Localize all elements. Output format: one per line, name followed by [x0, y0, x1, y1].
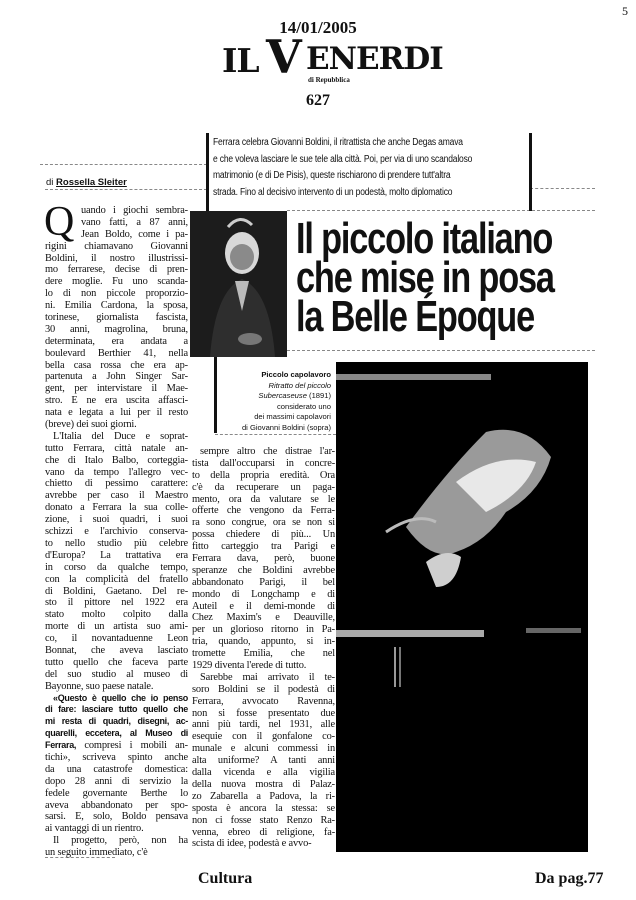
article-line: dere moglie. Fu uno scanda- [45, 276, 188, 288]
article-line: venna, ebreo di religione, fa- [192, 826, 335, 838]
article-line: con la complicità del fratello [45, 573, 188, 585]
divider [287, 210, 595, 211]
article-line: donato a Ferrara la sua colle- [45, 502, 188, 514]
deck-right-bar [529, 133, 532, 211]
article-line: Bayonne, suo paese natale. [45, 680, 154, 692]
article-line: mento, ora da valutare se le [192, 493, 335, 505]
article-line: co, il novantaduenne Leon [45, 633, 188, 645]
article-line: 1929 diventa l'erede di tutto. [192, 660, 307, 672]
article-line [45, 704, 188, 716]
drop-cap: Q [44, 199, 75, 245]
article-line: per un glorioso ritorno in Pa- [192, 624, 335, 636]
article-line: mondo di Longchamp e di [192, 588, 335, 600]
line-text: compresi i mobili an- [76, 740, 188, 752]
article-line: non ci fosse stato Renzo Ra- [192, 814, 335, 826]
article-line: chietto di pessimo carattere: [45, 478, 188, 490]
logo-v: V [266, 30, 302, 84]
article-line: d'Europa? La trattativa era [45, 549, 188, 561]
caption-line: dei massimi capolavori [254, 412, 331, 421]
caption-year: (1891) [306, 391, 331, 400]
article-line: uando i giochi sembra- [81, 205, 188, 216]
article-line: partenuta a John Singer Sar- [45, 371, 188, 383]
article-column-1 [44, 199, 188, 859]
article-line [45, 740, 188, 752]
continued-from: Da pag.77 [535, 870, 604, 887]
masthead-logo [222, 30, 443, 86]
caption-title: Piccolo capolavoro [261, 370, 331, 379]
divider [530, 188, 595, 189]
article-line: non si fosse presentato due [192, 707, 335, 719]
article-line: Ferrara, avvocato Ravenna, [192, 695, 335, 707]
headline [296, 214, 554, 341]
article-line: determinata, era andata a [45, 335, 188, 347]
caption-bar [214, 357, 217, 433]
article-line: scista di idee, podestà e avvo- [192, 838, 312, 850]
article-line: gent, per intervistare il Mae- [45, 383, 188, 395]
article-line: tichi», scriveva spinto anche [45, 751, 188, 763]
article-line: da una catastrofe domestica: [45, 763, 188, 775]
article-line: 30 anni, magrolina, bruna, [45, 323, 188, 335]
article-line: boulevard Berthier 41, nella [45, 347, 188, 359]
article-line: munale e alcuni commessi in [192, 743, 335, 755]
article-line: di Boldini, Gaetano. Del re- [45, 585, 188, 597]
article-line: esequie con il gonfalone co- [192, 731, 335, 743]
article-line: L'Italia del Duce e soprat- [53, 430, 188, 442]
article-line: sarsi. E, solo, Boldo pensava [45, 811, 188, 823]
article-line: torinese, giornalista fascista, [45, 312, 188, 324]
article-line: possa chiedere di più... Un [192, 529, 335, 541]
article-line: abbandonato Parigi, il bel [192, 576, 335, 588]
caption-line: Ritratto del piccolo [268, 380, 331, 390]
article-line [45, 716, 188, 728]
article-line: in corso da qualche tempo, [45, 561, 188, 573]
article-line: sposta è ancora la stessa: se [192, 802, 335, 814]
section-label: Cultura [198, 870, 253, 887]
article-line: Boldini, il nostro illustrissi- [45, 252, 188, 264]
article-line [45, 728, 188, 740]
article-line: Sarebbe mai arrivato il te- [200, 671, 335, 683]
article-column-2 [192, 446, 335, 850]
byline-author: Rossella Sleiter [56, 177, 127, 188]
caption-line: di Giovanni Boldini (sopra) [241, 422, 331, 432]
headline-line: la Belle Époque [296, 292, 535, 341]
article-line: (breve) dei suoi giorni. [45, 419, 137, 431]
article-line: tria, quando, appunto, si in- [192, 636, 335, 648]
article-line: aveva abbandonato per spo- [45, 799, 188, 811]
divider [287, 350, 595, 351]
headline-line: che mise in posa [296, 253, 554, 302]
article-line: offerte che vengono da Ferra- [192, 505, 335, 517]
article-line: Auteil e il demi-monde di [192, 600, 335, 612]
deck-left-bar [206, 133, 209, 211]
article-line: un seguito immediato, c'è [45, 847, 148, 859]
deck-line: strada. Fino al decisivo intervento di un podestà, molto diplomatico [213, 186, 453, 198]
headline-line: Il piccolo italiano [296, 214, 553, 263]
article-line: ra sono congrue, ora se non si [192, 517, 335, 529]
photo-caption [242, 370, 331, 433]
article-line: c'è da recuperare un paga- [192, 481, 335, 493]
caption-line: considerato uno [276, 401, 331, 411]
article-line: alta uniforme? A tanti anni [192, 755, 335, 767]
article-line: mo ferrarese, decise di pren- [45, 264, 188, 276]
article-line: del suo studio al museo di [45, 668, 188, 680]
article-line: nata e legata a lui per il resto [45, 407, 188, 419]
publication-date: 14/01/2005 [279, 18, 357, 37]
article-line: ai vantaggi di un rientro. [45, 823, 144, 835]
logo-il: IL [222, 41, 259, 80]
article-line: tromette Emilia, che nel [192, 648, 335, 660]
article-line: bella casa rossa che era ap- [45, 359, 188, 371]
painting-image [336, 362, 588, 852]
article-line: Il progetto, però, non ha [53, 835, 188, 847]
article-line: morte di un artista suo ami- [45, 621, 188, 633]
portrait-photo [190, 211, 287, 357]
article-line: schizzi e l'archivio conserva- [45, 526, 188, 538]
article-line: vano da tempo l'allegro vec- [45, 466, 188, 478]
article-line: Chez Maxim's e Deauville, [192, 612, 335, 624]
deck-line: e che voleva lasciare le sue tele alla città. Poi, per via di uno scandaloso [213, 153, 473, 165]
article-line: Ferrara dava, però, buone [192, 553, 335, 565]
article-line: speranze che Boldini avrebbe [192, 564, 335, 576]
article-line: dopo 28 anni di servizio la [45, 775, 188, 787]
issue-number: 627 [306, 92, 330, 109]
article-line: dalla vicenda e alla vigilia [192, 767, 335, 779]
logo-enerdi: ENERDI [306, 41, 443, 77]
logo-subtitle: di Repubblica [308, 76, 350, 84]
article-line: to della propria eredità. Ora [192, 469, 335, 481]
article-line: della nuova mostra di Palaz- [192, 778, 335, 790]
bold-quote: Ferrara, [45, 740, 77, 751]
byline [46, 177, 127, 188]
article-line: che di Italo Balbo, corteggia- [45, 454, 188, 466]
article-line: tista dall'occuparsi in concre- [192, 457, 335, 469]
article-line: anni più tardi, nel 1931, alle [192, 719, 335, 731]
bold-quote: mi resta di quadri, disegni, ac- [45, 716, 188, 727]
page-number: 5 [622, 4, 628, 18]
article-line: soro Boldini se il podestà di [192, 683, 335, 695]
article-line [45, 693, 188, 705]
bold-quote: quarelli, eccetera, al Museo di [45, 728, 188, 739]
article-line: fitto carteggio tra Parigi e [192, 541, 335, 553]
article-line: fedele governante Berthe lo [45, 787, 188, 799]
article-line: Jean Boldo, come i pa- [81, 228, 188, 240]
article-line: tutto quello che faceva parte [45, 656, 188, 668]
divider [215, 434, 336, 435]
article-line: zione, i suoi quadri, i suoi [45, 514, 188, 526]
bold-quote: «Questo è quello che io penso [53, 692, 188, 703]
article-line: sto il pittore nel 1922 era [45, 597, 188, 609]
deck-summary [213, 135, 472, 201]
byline-prefix: di [46, 177, 54, 188]
deck-line: Ferrara celebra Giovanni Boldini, il ritrattista che anche Degas amava [213, 137, 463, 148]
divider [45, 189, 207, 190]
divider [40, 164, 207, 165]
article-line: zo Zabarella a Padova, la ri- [192, 790, 335, 802]
article-line: lo di non piccole proporzio- [45, 288, 188, 300]
article-line: vano fatti, a 87 anni, [81, 216, 188, 228]
article-line: ni. Emilia Cardona, la sposa, [45, 300, 188, 312]
article-line: avrebbe per caso il Maestro [45, 490, 188, 502]
article-line: Bonnat, che aveva lasciato [45, 644, 188, 656]
article-line: stro. E ne era uscita affasci- [45, 395, 188, 407]
deck-line: matrimonio (e di De Pisis), queste rischiarono di prendere tutt'altra [213, 170, 451, 181]
bold-quote: di fare: lasciare tutto quello che [45, 704, 188, 715]
article-line: stato molto colpito dalla [45, 609, 188, 621]
caption-artwork: Subercaseuse [258, 391, 307, 400]
article-line: to nello studio più celebre [45, 537, 188, 549]
article-line: sempre altro che distrae l'ar- [200, 446, 335, 457]
article-line: rigini chiamavano Giovanni [45, 240, 188, 252]
article-line: tutto Ferrara, città natale an- [45, 442, 188, 454]
